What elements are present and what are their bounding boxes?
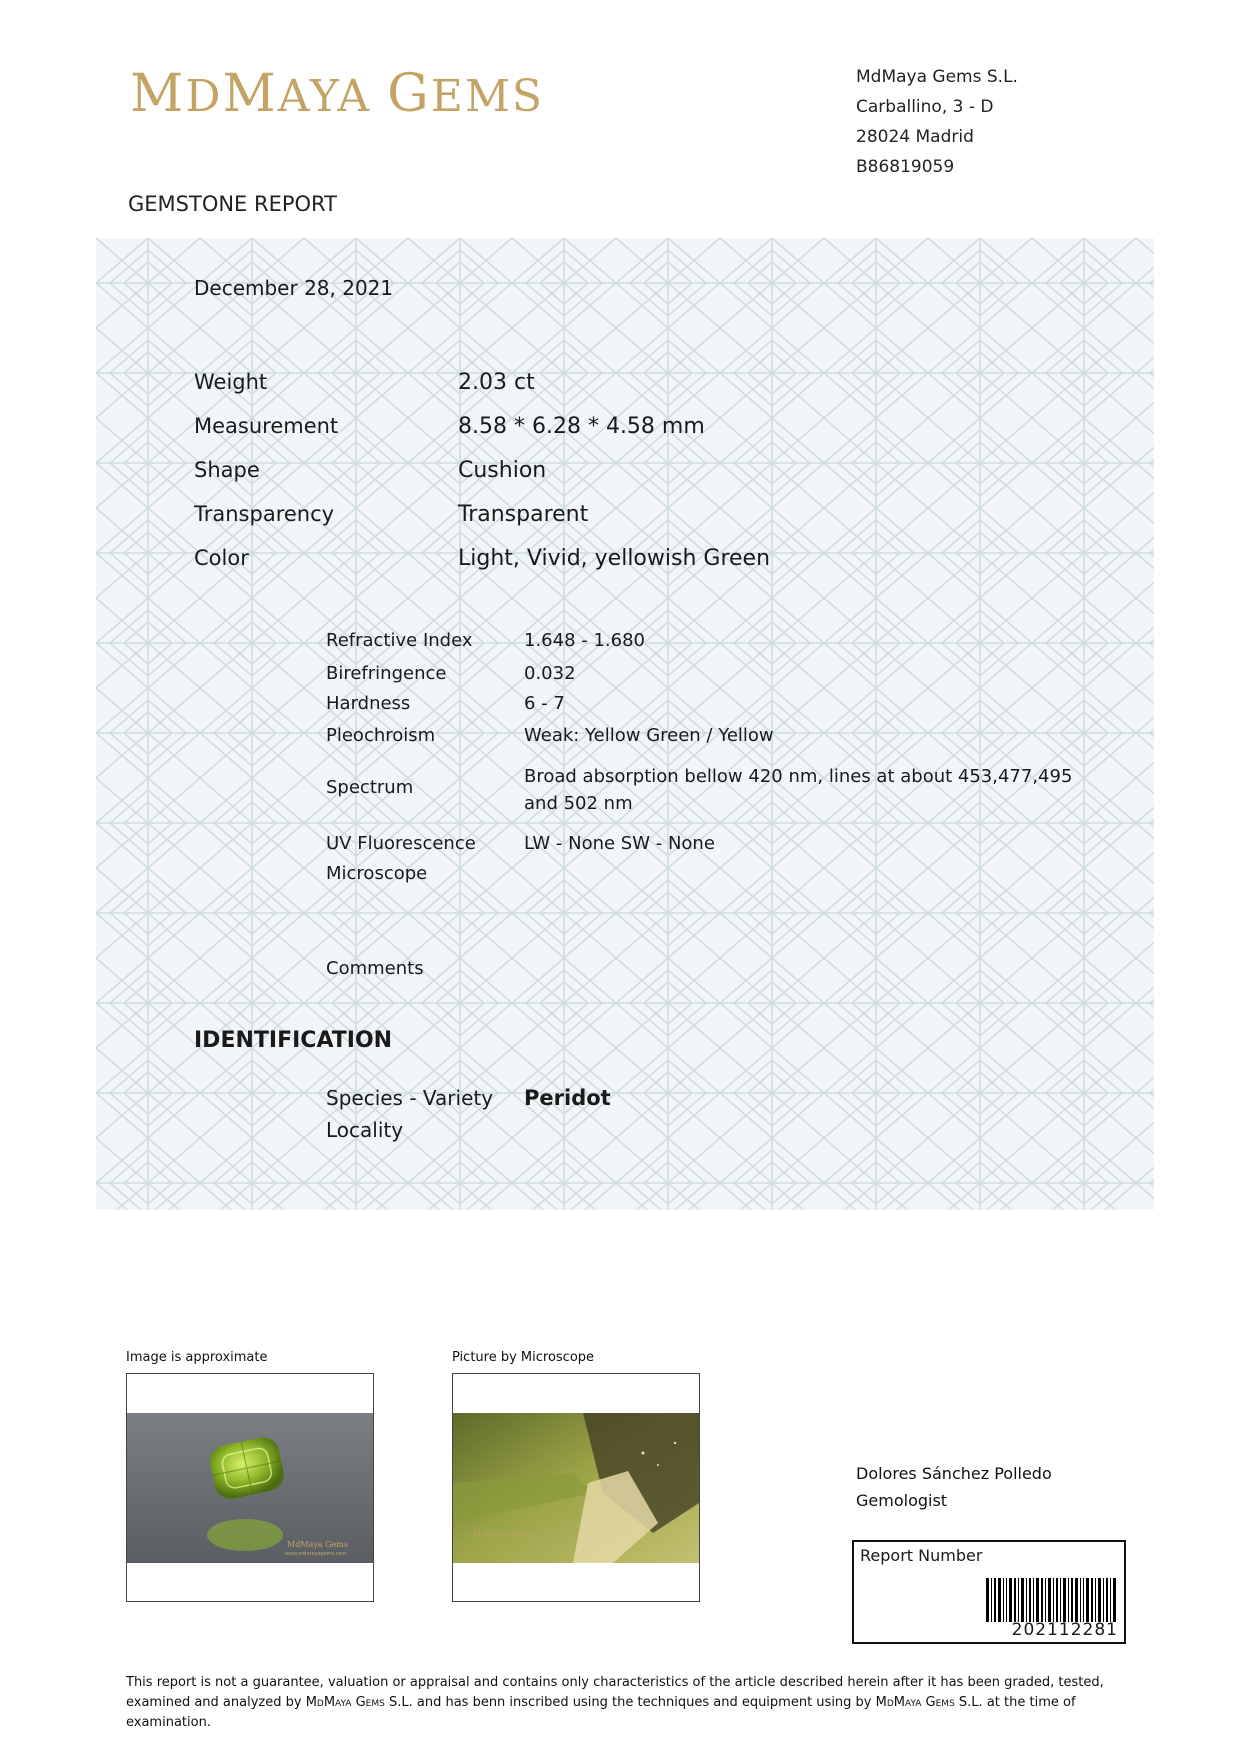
comments-label: Comments (326, 958, 424, 979)
optical-value: 6 - 7 (524, 693, 565, 714)
property-value: Transparent (458, 502, 589, 527)
gem-photo-frame (126, 1373, 374, 1602)
company-logo: MDMAYA GEMS (130, 64, 545, 124)
property-value: Light, Vivid, yellowish Green (458, 546, 771, 571)
species-label: Species - Variety (326, 1086, 494, 1110)
optical-value: Weak: Yellow Green / Yellow (524, 725, 774, 746)
optical-label: Spectrum (326, 777, 414, 798)
optical-value: 1.648 - 1.680 (524, 630, 645, 651)
gemologist-signature (856, 1460, 1052, 1514)
company-tax-id: B86819059 (856, 157, 955, 177)
report-number-label: Report Number (860, 1546, 983, 1565)
property-label: Transparency (194, 502, 335, 526)
species-value: Peridot (524, 1086, 611, 1110)
property-label: Measurement (194, 414, 339, 438)
optical-label: Hardness (326, 693, 411, 714)
property-value: 2.03 ct (458, 370, 535, 395)
disclaimer-part1: This report is not a guarantee, valuation or appraisal and contains only characteristics of the article described herein after it has been graded, tested, examined and analyzed by (126, 1675, 1104, 1710)
document-title: GEMSTONE REPORT (128, 192, 337, 216)
microscope-caption: Picture by Microscope (452, 1350, 595, 1365)
microscope-photo-frame (452, 1373, 700, 1602)
optical-row-spectrum-value (326, 763, 1086, 823)
disclaimer-part2: and has benn inscribed using the techniques and equipment using by (412, 1695, 876, 1710)
report-date: December 28, 2021 (194, 276, 394, 300)
optical-label: Microscope (326, 863, 428, 884)
barcode-icon (986, 1578, 1118, 1622)
gemologist-role: Gemologist (856, 1491, 948, 1510)
disclaimer-brand: MdMaya Gems S.L. (305, 1695, 413, 1710)
optical-label: Birefringence (326, 663, 447, 684)
property-label: Color (194, 546, 249, 570)
optical-value: 0.032 (524, 663, 576, 684)
locality-label: Locality (326, 1118, 404, 1142)
photo-caption: Image is approximate (126, 1350, 268, 1365)
photo-watermark: MdMaya Gems (287, 1540, 348, 1549)
photo-watermark-url: www.mdmayagems.com (285, 1551, 347, 1557)
company-name: MdMaya Gems S.L. (856, 67, 1018, 87)
optical-value: LW - None SW - None (524, 833, 715, 854)
optical-label: Refractive Index (326, 630, 473, 651)
property-value: 8.58 * 6.28 * 4.58 mm (458, 414, 705, 439)
report-number-box (852, 1540, 1126, 1644)
optical-value: Broad absorption bellow 420 nm, lines at about 453,477,495 and 502 nm (524, 766, 1073, 814)
company-street: Carballino, 3 - D (856, 97, 994, 117)
optical-label: UV Fluorescence (326, 833, 476, 854)
gem-photo (127, 1413, 373, 1563)
property-value: Cushion (458, 458, 547, 483)
disclaimer-brand-2: MdMaya Gems S.L. (875, 1695, 983, 1710)
property-label: Shape (194, 458, 260, 482)
microscope-watermark: MdMaya Gems (473, 1530, 534, 1539)
disclaimer-text (126, 1673, 1116, 1733)
company-city: 28024 Madrid (856, 127, 974, 147)
report-number-value: 202112281 (1011, 1620, 1118, 1640)
optical-label: Pleochroism (326, 725, 436, 746)
property-label: Weight (194, 370, 268, 394)
company-address (856, 62, 1018, 182)
gemologist-name: Dolores Sánchez Polledo (856, 1464, 1052, 1483)
identification-heading: IDENTIFICATION (194, 1028, 393, 1053)
microscope-photo (453, 1413, 699, 1563)
disclaimer-part3: at the time of examination. (126, 1695, 1076, 1730)
